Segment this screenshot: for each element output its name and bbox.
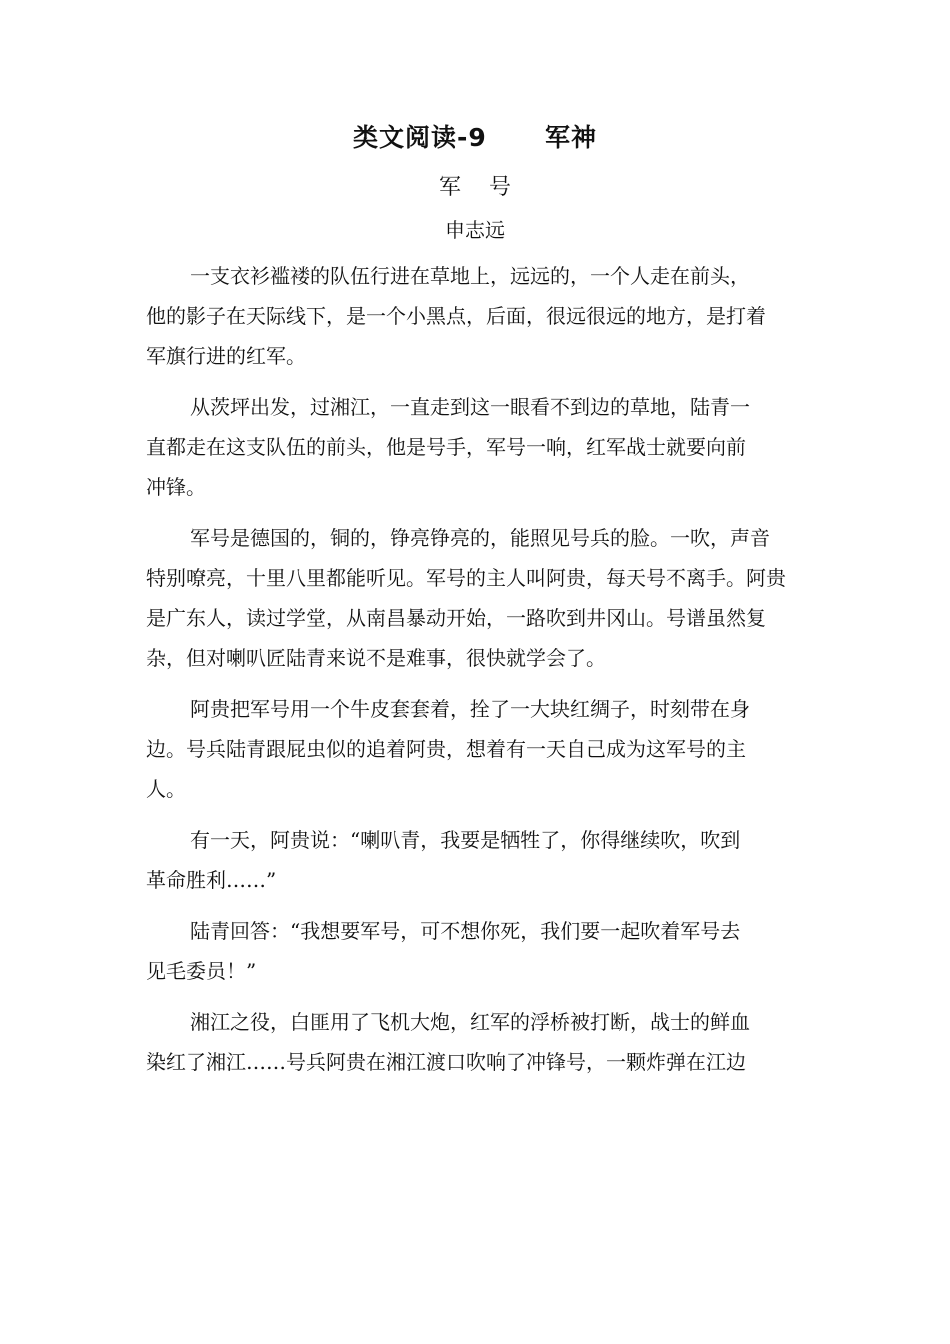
text-line: 从茨坪出发，过湘江，一直走到这一眼看不到边的草地，陆青一 xyxy=(190,395,750,419)
text-line: 特别嘹亮，十里八里都能听见。军号的主人叫阿贵，每天号不离手。阿贵 xyxy=(146,566,786,590)
paragraph xyxy=(146,256,822,376)
text-line: 湘江之役，白匪用了飞机大炮，红军的浮桥被打断，战士的鲜血 xyxy=(190,1010,750,1034)
paragraph xyxy=(146,1002,822,1082)
text-line: 他的影子在天际线下，是一个小黑点，后面，很远很远的地方，是打着 xyxy=(146,304,766,328)
text-line: 是广东人，读过学堂，从南昌暴动开始，一路吹到井冈山。号谱虽然复 xyxy=(146,606,766,630)
text-line: 革命胜利……” xyxy=(146,868,277,892)
text-line: 军号是德国的，铜的，铮亮铮亮的，能照见号兵的脸。一吹，声音 xyxy=(190,526,770,550)
text-line: 冲锋。 xyxy=(146,475,206,499)
article-body xyxy=(146,256,822,1093)
text-line: 一支衣衫褴褛的队伍行进在草地上，远远的，一个人走在前头， xyxy=(190,264,750,288)
text-line: 杂，但对喇叭匠陆青来说不是难事，很快就学会了。 xyxy=(146,646,606,670)
paragraph xyxy=(146,911,822,991)
story-title: 军 号 xyxy=(439,175,511,200)
text-line: 见毛委员！” xyxy=(146,959,257,983)
author-name: 申志远 xyxy=(445,218,505,242)
text-line: 染红了湘江……号兵阿贵在湘江渡口吹响了冲锋号，一颗炸弹在江边 xyxy=(146,1050,746,1074)
text-line: 阿贵把军号用一个牛皮套套着，拴了一大块红绸子，时刻带在身 xyxy=(190,697,750,721)
paragraph xyxy=(146,387,822,507)
text-line: 直都走在这支队伍的前头，他是号手，军号一响，红军战士就要向前 xyxy=(146,435,746,459)
paragraph xyxy=(146,518,822,678)
text-line: 边。号兵陆青跟屁虫似的追着阿贵，想着有一天自己成为这军号的主 xyxy=(146,737,746,761)
paragraph xyxy=(146,689,822,809)
text-line: 军旗行进的红军。 xyxy=(146,344,306,368)
text-line: 人。 xyxy=(146,777,186,801)
text-line: 陆青回答：“我想要军号，可不想你死，我们要一起吹着军号去 xyxy=(190,919,741,943)
paragraph xyxy=(146,820,822,900)
text-line: 有一天，阿贵说：“喇叭青，我要是牺牲了，你得继续吹，吹到 xyxy=(190,828,741,852)
main-title: 类文阅读-9 军神 xyxy=(353,123,597,152)
